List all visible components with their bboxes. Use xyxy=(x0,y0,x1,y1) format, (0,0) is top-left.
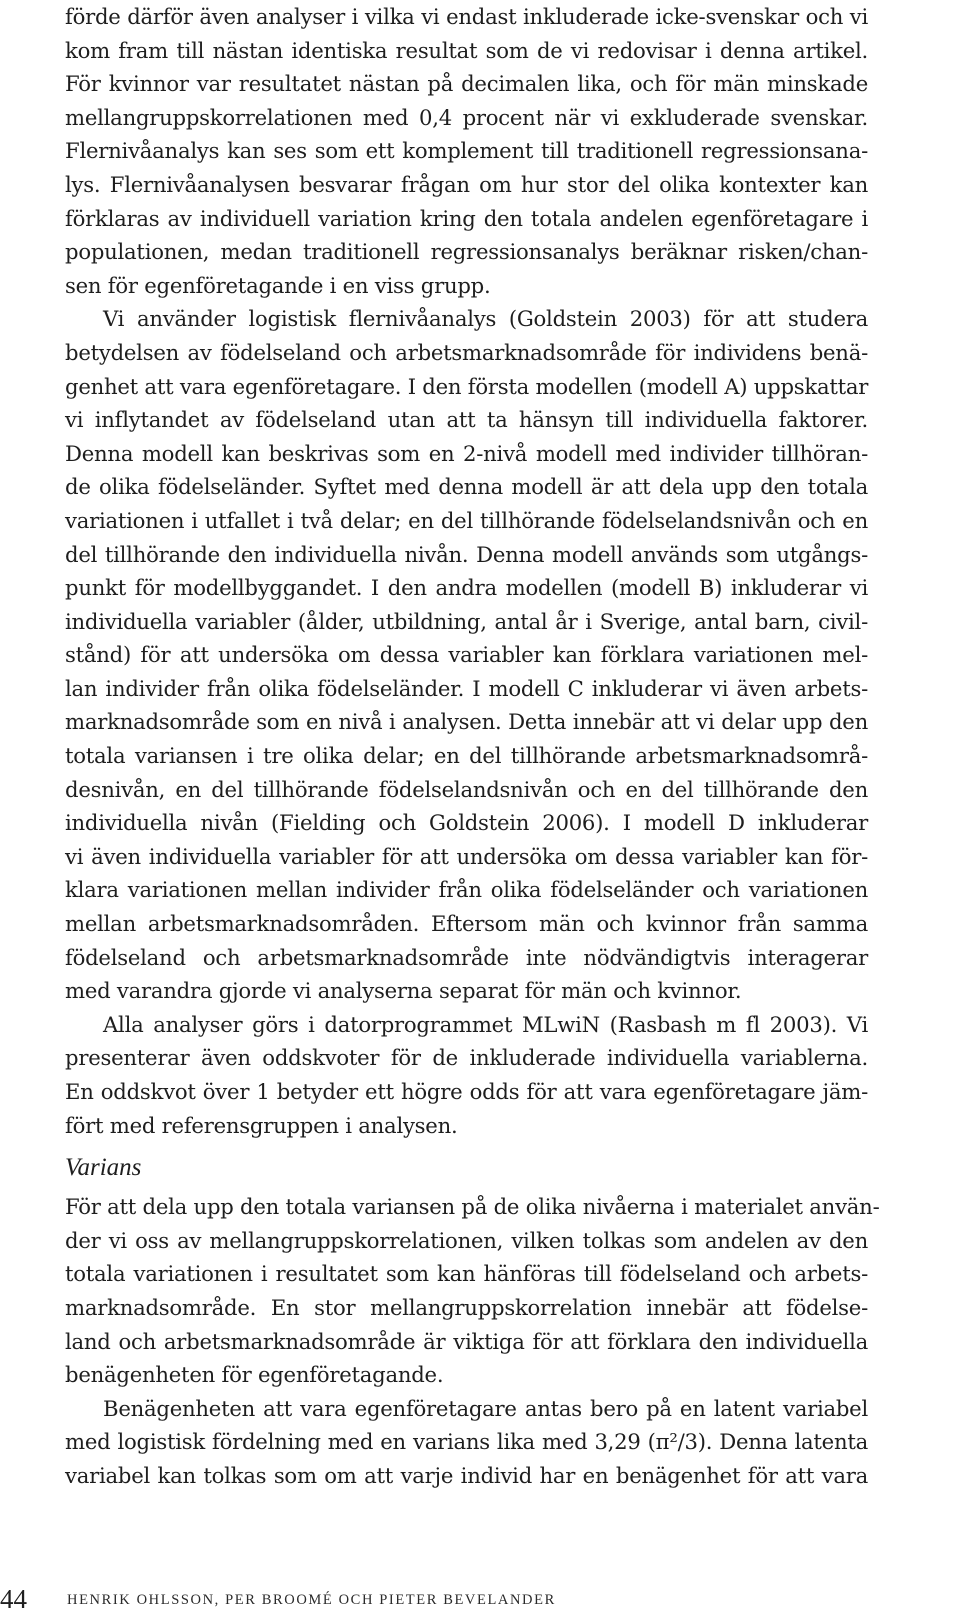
text-line: variationen i utfallet i två delar; en del tillhörande födelselandsnivån och en xyxy=(65,507,868,533)
text-line: totala variansen i tre olika delar; en del tillhörande arbetsmarknadsområ- xyxy=(65,743,868,769)
text-line: Alla analyser görs i datorprogrammet MLwiN (Rasbash m fl 2003). Vi xyxy=(103,1011,868,1037)
text-line: Vi använder logistisk flernivåanalys (Goldstein 2003) för att studera xyxy=(103,306,868,332)
text-line: genhet att vara egenföretagare. I den första modellen (modell A) uppskattar xyxy=(65,373,869,399)
text-line: marknadsområde. En stor mellangruppskorrelation innebär att födelse- xyxy=(65,1294,868,1320)
section-heading: Varians xyxy=(65,1154,142,1182)
text-line: För kvinnor var resultatet nästan på decimalen lika, och för män minskade xyxy=(65,71,868,97)
text-line: mellangruppskorrelationen med 0,4 procent när vi exkluderade svenskar. xyxy=(65,104,868,130)
paragraph xyxy=(65,1008,868,1142)
text-line: punkt för modellbyggandet. I den andra modellen (modell B) inkluderar vi xyxy=(65,575,868,601)
text-line: land och arbetsmarknadsområde är viktiga för att förklara den individuella xyxy=(65,1328,868,1354)
paragraph xyxy=(65,1392,868,1493)
text-line: kom fram till nästan identiska resultat som de vi redovisar i denna artikel. xyxy=(65,37,868,63)
text-line: stånd) för att undersöka om dessa variabler kan förklara variationen mel- xyxy=(65,642,868,668)
text-line: fört med referensgruppen i analysen. xyxy=(65,1112,458,1138)
text-line: individuella nivån (Fielding och Goldstein 2006). I modell D inkluderar xyxy=(65,810,868,836)
article-body xyxy=(65,0,880,1493)
text-line: der vi oss av mellangruppskorrelationen, vilken tolkas som andelen av den xyxy=(65,1227,868,1253)
text-line: variabel kan tolkas som om att varje individ har en benägenhet för att vara xyxy=(65,1462,868,1488)
text-line: mellan arbetsmarknadsområden. Eftersom män och kvinnor från samma xyxy=(65,911,868,937)
text-line: individuella variabler (ålder, utbildning, antal år i Sverige, antal barn, civil- xyxy=(65,608,868,634)
text-line: med varandra gjorde vi analyserna separat för män och kvinnor. xyxy=(65,978,742,1004)
text-line: För att dela upp den totala variansen på de olika nivåerna i materialet använ- xyxy=(65,1194,880,1220)
text-line: sen för egenföretagande i en viss grupp. xyxy=(65,272,491,298)
journal-side-label xyxy=(912,280,952,460)
text-line: vi inflytandet av födelseland utan att ta hänsyn till individuella faktorer. xyxy=(65,407,868,433)
text-line: betydelsen av födelseland och arbetsmarknadsområde för individens benä- xyxy=(65,339,868,365)
text-line: Benägenheten att vara egenföretagare antas bero på en latent variabel xyxy=(103,1395,868,1421)
text-line: benägenheten för egenföretagande. xyxy=(65,1362,444,1388)
paragraph-group-top xyxy=(65,0,868,1142)
text-line: förde därför även analyser i vilka vi endast inkluderade icke-svenskar och vi xyxy=(65,4,868,29)
page-number: 44 xyxy=(0,1584,27,1614)
text-line: Flernivåanalys kan ses som ett komplement till traditionell regressionsana- xyxy=(65,138,868,164)
text-line: med logistisk fördelning med en varians lika med 3,29 (π²/3). Denna latenta xyxy=(65,1429,868,1455)
text-line: del tillhörande den individuella nivån. Denna modell används som utgångs- xyxy=(65,541,868,567)
paragraph xyxy=(65,302,868,1007)
footer-authors: HENRIK OHLSSON, PER BROOMÉ OCH PIETER BEVELANDER xyxy=(67,1592,556,1608)
text-line: populationen, medan traditionell regressionsanalys beräknar risken/chan- xyxy=(65,239,868,265)
text-line: totala variationen i resultatet som kan hänföras till födelseland och arbets- xyxy=(65,1261,868,1287)
text-line: marknadsområde som en nivå i analysen. Detta innebär att vi delar upp den xyxy=(65,709,868,735)
paragraph xyxy=(65,0,868,302)
paragraph-group-bottom xyxy=(65,1190,880,1492)
text-line: lan individer från olika födelseländer. I modell C inkluderar vi även arbets- xyxy=(65,675,868,701)
paragraph xyxy=(65,1190,880,1392)
text-line: En oddskvot över 1 betyder ett högre odds för att vara egenföretagare jäm- xyxy=(65,1079,868,1104)
text-line: vi även individuella variabler för att undersöka om dessa variabler kan för- xyxy=(65,843,868,869)
text-line: de olika födelseländer. Syftet med denna modell är att dela upp den totala xyxy=(65,474,868,500)
text-line: födelseland och arbetsmarknadsområde inte nödvändigtvis interagerar xyxy=(65,944,868,970)
text-line: Denna modell kan beskrivas som en 2-nivå modell med individer tillhöran- xyxy=(65,440,868,466)
text-line: klara variationen mellan individer från olika födelseländer och variationen xyxy=(65,877,868,903)
text-line: desnivån, en del tillhörande födelselandsnivån och en del tillhörande den xyxy=(65,776,868,802)
text-line: lys. Flernivåanalysen besvarar frågan om hur stor del olika kontexter kan xyxy=(65,171,868,197)
text-line: förklaras av individuell variation kring den totala andelen egenföretagare i xyxy=(65,205,868,231)
text-line: presenterar även oddskvoter för de inkluderade individuella variablerna. xyxy=(65,1045,868,1071)
